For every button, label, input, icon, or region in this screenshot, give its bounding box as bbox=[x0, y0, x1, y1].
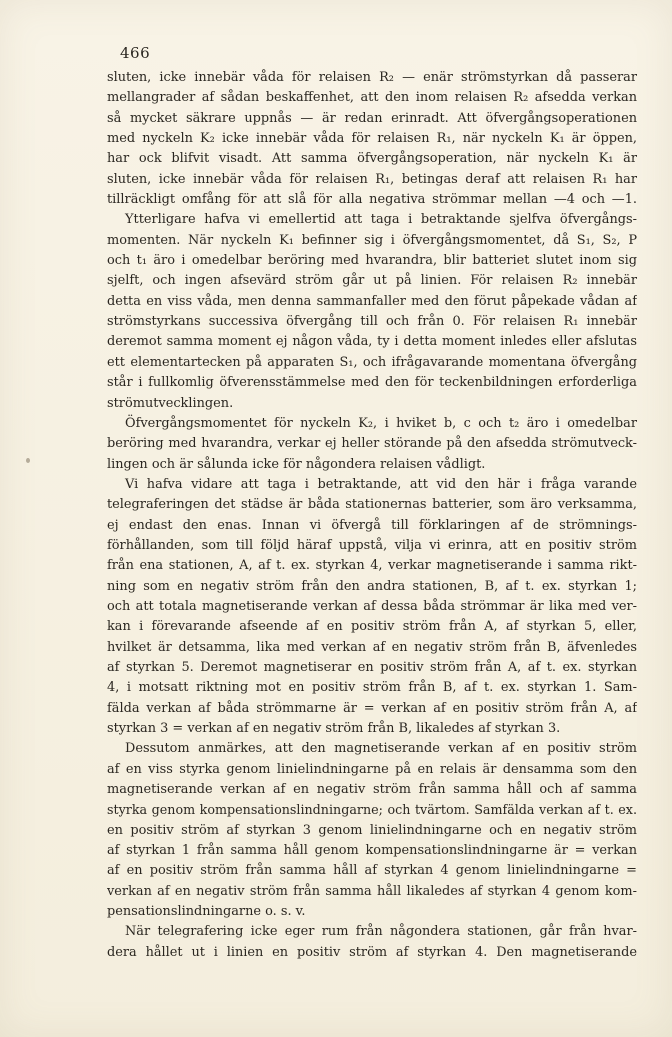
text-line: lingen och är sålunda icke för någondera relaisen vådligt. bbox=[107, 456, 486, 472]
text-line: af styrkan 1 från samma håll genom kompensationslindningarne är = verkan bbox=[107, 843, 637, 859]
page-number: 466 bbox=[120, 44, 151, 62]
margin-mark bbox=[26, 458, 30, 463]
text-line: tillräckligt omfång för att slå för alla negativa strömmar mellan —4 och —1. bbox=[107, 192, 637, 208]
text-line: verkan af en negativ ström från samma håll likaledes af styrkan 4 genom kom- bbox=[107, 883, 637, 899]
text-line: Dessutom anmärkes, att den magnetiserande verkan af en positiv ström bbox=[125, 741, 637, 757]
text-line: 4, i motsatt riktning mot en positiv ström från B, af t. ex. styrkan 1. Sam- bbox=[107, 680, 637, 696]
text-line: magnetiserande verkan af en negativ ström från samma håll och af samma bbox=[107, 782, 637, 798]
text-line: förhållanden, som till följd häraf uppstå, vilja vi erinra, att en positiv ström bbox=[107, 537, 637, 553]
text-line: Vi hafva vidare att taga i betraktande, att vid den här i fråga varande bbox=[125, 476, 637, 492]
text-line: strömutvecklingen. bbox=[107, 395, 234, 411]
text-line: fälda verkan af båda strömmarne är = verkan af en positiv ström från A, af bbox=[107, 700, 637, 716]
text-line: från ena stationen, A, af t. ex. styrkan 4, verkar magnetiserande i samma rikt- bbox=[107, 558, 637, 574]
text-line: af en positiv ström från samma håll af styrkan 4 genom linielindningarne = bbox=[107, 863, 637, 879]
text-line: deremot samma moment ej någon våda, ty i detta moment inledes eller afslutas bbox=[107, 334, 637, 350]
text-line: hvilket är detsamma, lika med verkan af en negativ ström från B, äfvenledes bbox=[107, 639, 637, 655]
text-line: pensationslindningarne o. s. v. bbox=[107, 904, 306, 920]
text-line: ning som en negativ ström från den andra stationen, B, af t. ex. styrkan 1; bbox=[107, 578, 637, 594]
text-line: Öfvergångsmomentet för nyckeln K₂, i hviket b, c och t₂ äro i omedelbar bbox=[125, 415, 637, 431]
text-line: Ytterligare hafva vi emellertid att taga i betraktande sjelfva öfvergångs- bbox=[125, 212, 637, 228]
text-line: en positiv ström af styrkan 3 genom linielindningarne och en negativ ström bbox=[107, 822, 637, 838]
text-line: strömstyrkans successiva öfvergång till och från 0. För relaisen R₁ innebär bbox=[107, 314, 637, 330]
text-line: ej endast den enas. Innan vi öfvergå till förklaringen af de strömnings- bbox=[107, 517, 637, 533]
text-line: styrkan 3 = verkan af en negativ ström från B, likaledes af styrkan 3. bbox=[107, 721, 561, 736]
text-line: telegraferingen det städse är båda stationernas batterier, som äro verksamma, bbox=[107, 497, 637, 513]
text-line: sluten, icke innebär våda för relaisen R₁, betingas deraf att relaisen R₁ har bbox=[107, 171, 637, 187]
text-line: sjelft, och ingen afsevärd ström går ut på linien. För relaisen R₂ innebär bbox=[107, 273, 637, 289]
text-line: af styrkan 5. Deremot magnetiserar en positiv ström från A, af t. ex. styrkan bbox=[107, 659, 637, 675]
text-line: detta en viss våda, men denna sammanfaller med den förut påpekade vådan af bbox=[107, 293, 637, 309]
text-line: När telegrafering icke eger rum från någondera stationen, går från hvar- bbox=[125, 924, 637, 940]
text-line: af en viss styrka genom linielindningarne på en relais är densamma som den bbox=[107, 761, 637, 777]
text-line: styrka genom kompensationslindningarne; och tvärtom. Samfälda verkan af t. ex. bbox=[107, 802, 637, 818]
text-line: dera hållet ut i linien en positiv ström af styrkan 4. Den magnetiserande bbox=[107, 944, 637, 960]
text-line: beröring med hvarandra, verkar ej heller störande på den afsedda strömutveck- bbox=[107, 436, 637, 452]
text-line: och att totala magnetiserande verkan af dessa båda strömmar är lika med ver- bbox=[107, 598, 637, 614]
text-line: sluten, icke innebär våda för relaisen R₂ — enär strömstyrkan då passerar bbox=[107, 70, 637, 85]
body-text bbox=[107, 68, 637, 963]
text-line: och t₁ äro i omedelbar beröring med hvarandra, blir batteriet slutet inom sig bbox=[107, 253, 637, 269]
text-line: ett elementartecken på apparaten S₁, och ifrågavarande momentana öfvergång bbox=[107, 354, 637, 370]
text-line: har ock blifvit visadt. Att samma öfvergångsoperation, när nyckeln K₁ är bbox=[107, 151, 637, 167]
text-line: mellangrader af sådan beskaffenhet, att den inom relaisen R₂ afsedda verkan bbox=[107, 90, 637, 106]
text-line: momenten. När nyckeln K₁ befinner sig i öfvergångsmomentet, då S₁, S₂, P bbox=[107, 232, 637, 248]
text-line: så mycket säkrare uppnås — är redan erinradt. Att öfvergångsoperationen bbox=[107, 110, 637, 126]
text-line: står i fullkomlig öfverensstämmelse med den för teckenbildningen erforderliga bbox=[107, 375, 637, 391]
text-line: med nyckeln K₂ icke innebär våda för relaisen R₁, när nyckeln K₁ är öppen, bbox=[107, 131, 637, 147]
text-line: kan i förevarande afseende af en positiv ström från A, af styrkan 5, eller, bbox=[107, 619, 637, 635]
